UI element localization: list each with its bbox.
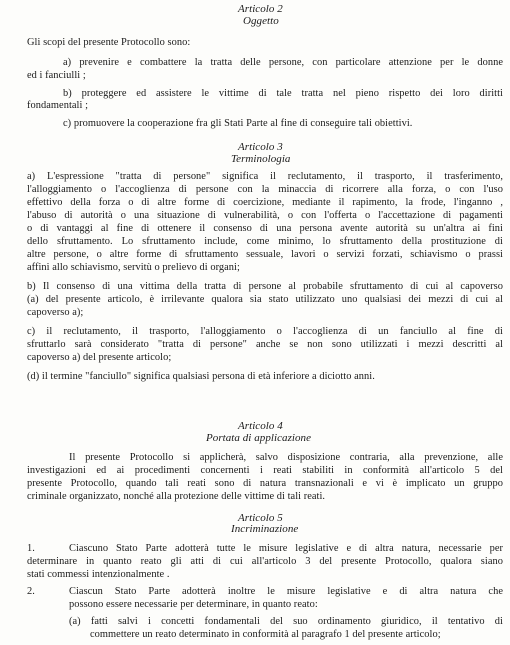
article-4-line: presente Protocollo, quando tali reati sono di natura transnazionali e vi è implicato un gruppo: [27, 478, 503, 489]
article-3-a-line: affini allo schiavismo, servitù o prelievo di organi;: [27, 262, 240, 273]
article-3-b-line: capoverso a);: [27, 307, 84, 318]
article-4-line: investigazioni ed ai procedimenti concernenti i reati stabiliti in conformità all'articolo 5 del: [27, 465, 503, 476]
article-3-a-line: effettivo della forza o di altre forme di coercizione, mediante il rapimento, la frode, l'inganno ,: [27, 197, 503, 208]
article-5-para-2a-line: (a) fatti salvi i concetti fondamentali del suo ordinamento giuridico, il tentativo di: [69, 616, 503, 627]
article-5-subheading: Incriminazione: [231, 523, 299, 535]
article-4-line: criminale organizzato, nonché alla protezione delle vittime di tali reati.: [27, 491, 326, 502]
article-2-item-a-line1: a) prevenire e combattere la tratta delle persone, con particolare attenzione per le donne: [63, 57, 503, 68]
article-3-a-line: o di vantaggi al fine di ottenere il consenso di una persona avente autorità su un'altra ai fini: [27, 223, 503, 234]
article-4-line: Il presente Protocollo si applicherà, salvo disposizione contraria, alla prevenzione, alle: [69, 452, 503, 463]
article-3-heading: Articolo 3: [238, 141, 283, 153]
article-2-subheading: Oggetto: [243, 15, 279, 27]
article-5-para-1-number: 1.: [27, 543, 35, 554]
article-5-para-1-line: Ciascuno Stato Parte adotterà tutte le misure legislative e di altra natura, necessarie per: [69, 543, 503, 554]
article-3-d-line: (d) il termine "fanciullo" significa qualsiasi persona di età inferiore a diciotto anni.: [27, 371, 375, 382]
article-5-para-2a-line: commettere un reato determinato in conformità al paragrafo 1 del presente articolo;: [90, 629, 441, 640]
article-3-c-line: capoverso a) del presente articolo;: [27, 352, 172, 363]
article-5-para-1-line: stati commessi intenzionalmente .: [27, 569, 170, 580]
article-2-item-b-line2: fondamentali ;: [27, 100, 89, 111]
article-3-c-line: c) il reclutamento, il trasporto, l'alloggiamento o l'accoglienza di un fanciullo al fine di: [27, 326, 503, 337]
article-2-item-c-line1: c) promuovere la cooperazione fra gli Stati Parte al fine di conseguire tali obiettivi.: [63, 118, 413, 129]
article-2-item-a-line2: ed i fanciulli ;: [27, 70, 86, 81]
article-5-heading: Articolo 5: [238, 512, 283, 524]
article-3-a-line: l'alloggiamento o l'accoglienza di persone con la minaccia di ricorrere alla forza, o con l'uso: [27, 184, 503, 195]
article-3-b-line: (a) del presente articolo, è irrilevante qualora sia stato utilizzato uno qualsiasi dei mezzi di cui al: [27, 294, 503, 305]
article-2-intro: Gli scopi del presente Protocollo sono:: [27, 37, 191, 48]
article-3-b-line: b) Il consenso di una vittima della tratta di persone al probabile sfruttamento di cui al capoverso: [27, 281, 503, 292]
article-3-a-line: altre persone, o altre forme di sfruttamento sessuale, lavori o servizi forzati, schiavismo o prassi: [27, 249, 503, 260]
article-3-subheading: Terminologia: [231, 153, 291, 165]
article-3-a-line: l'abuso di autorità o una situazione di vulnerabilità, o con l'offerta o l'accettazione di pagamenti: [27, 210, 503, 221]
article-5-para-2-number: 2.: [27, 586, 35, 597]
article-3-c-line: sfruttarlo sarà considerato "tratta di persone" anche se non sono utilizzati i mezzi descritti al: [27, 339, 503, 350]
article-4-heading: Articolo 4: [238, 420, 283, 432]
article-5-para-2-line: Ciascun Stato Parte adotterà inoltre le misure legislative e di altra natura che: [69, 586, 503, 597]
article-3-a-line: dello sfruttamento. Lo sfruttamento include, come minimo, lo sfruttamento della prostituzione di: [27, 236, 503, 247]
article-2-item-b-line1: b) proteggere ed assistere le vittime di tale tratta nel pieno rispetto dei loro diritti: [63, 88, 503, 99]
article-2-heading: Articolo 2: [238, 3, 283, 15]
article-5-para-2-line: possono essere necessarie per determinare, in quanto reato:: [69, 599, 318, 610]
article-3-a-line: a) L'espressione "tratta di persone" significa il reclutamento, il trasporto, il trasferimento,: [27, 171, 503, 182]
article-5-para-1-line: determinare in quanto reato gli atti di cui all'articolo 3 del presente Protocollo, qualora siano: [27, 556, 503, 567]
article-4-subheading: Portata di applicazione: [206, 432, 312, 444]
